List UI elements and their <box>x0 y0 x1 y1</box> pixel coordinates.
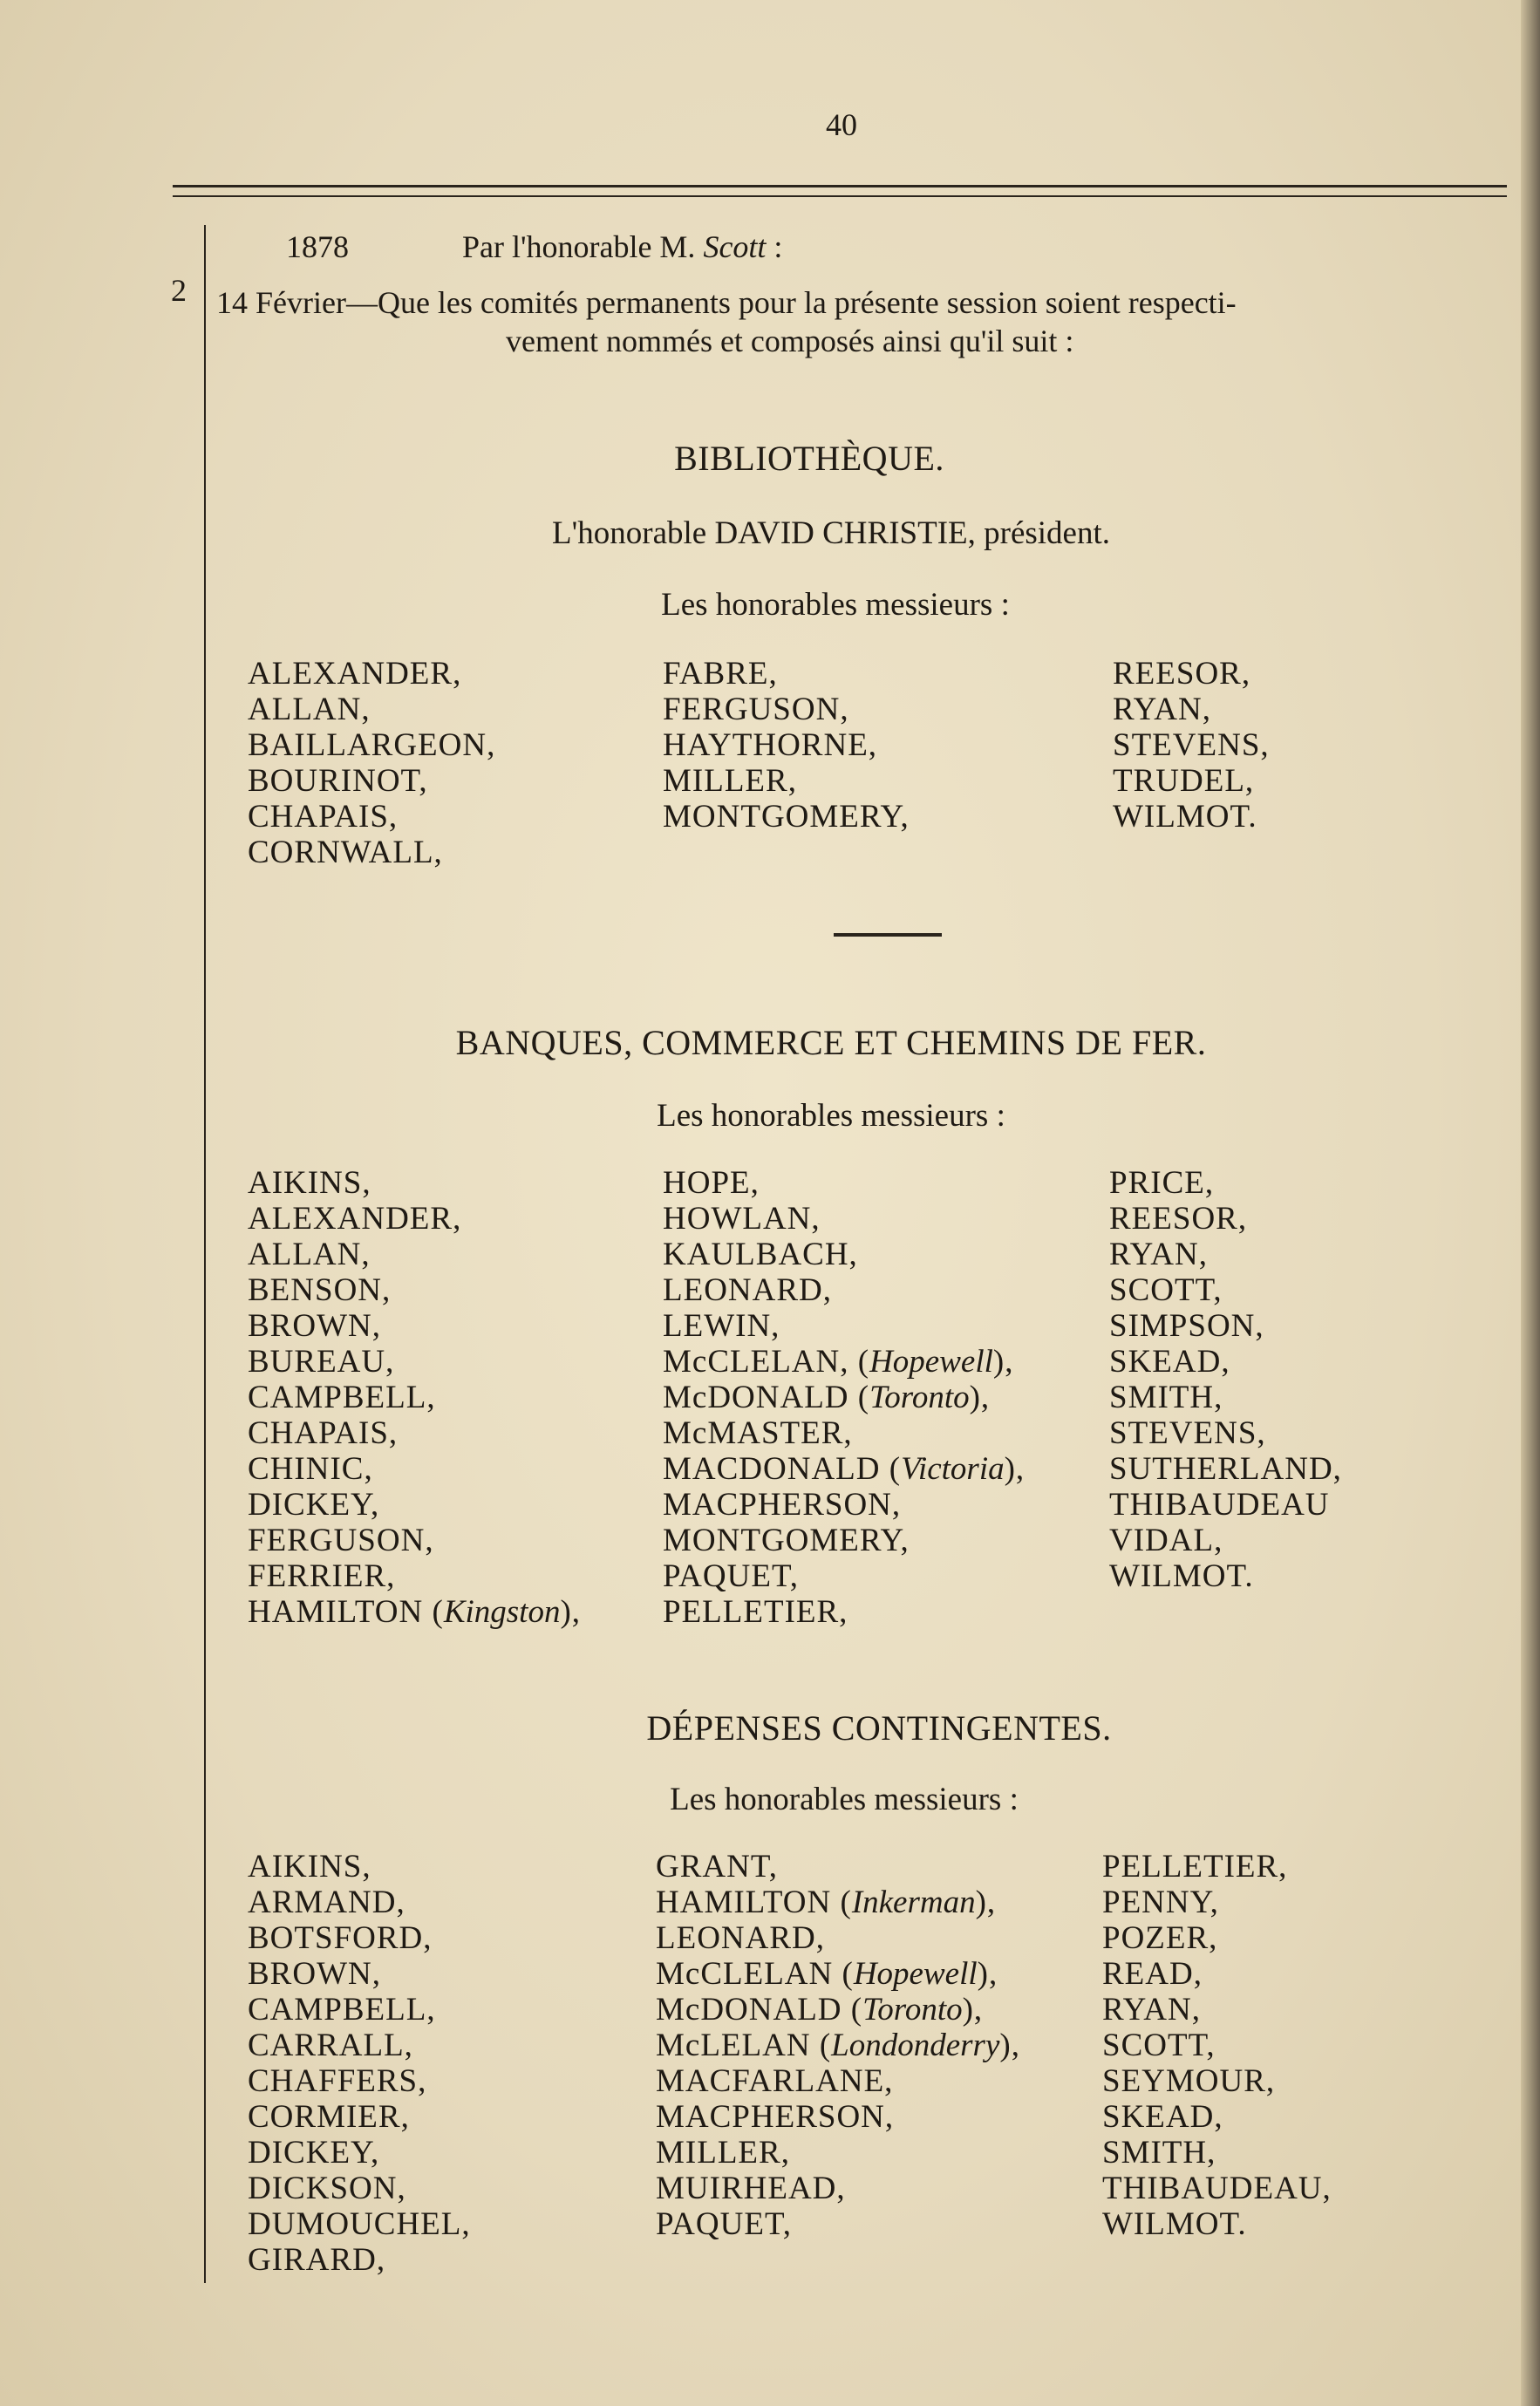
members-label: Les honorables messieurs : <box>657 1098 1005 1134</box>
members-column <box>248 1165 581 1630</box>
member-name: CHAPAIS, <box>248 799 399 835</box>
section-separator <box>834 933 942 937</box>
member-name: CORNWALL, <box>248 835 443 870</box>
member-name: RYAN, <box>1113 692 1211 727</box>
member-name: McCLELAN, (Hopewell), <box>663 1344 1014 1380</box>
member-name: MONTGOMERY, <box>663 799 910 835</box>
member-name: WILMOT. <box>1113 799 1257 835</box>
member-name: RYAN, <box>1109 1237 1208 1272</box>
member-name: MONTGOMERY, <box>663 1523 910 1558</box>
member-name: DICKEY, <box>248 2135 380 2171</box>
member-name: BOURINOT, <box>248 763 428 799</box>
member-name: CHAFFERS, <box>248 2063 427 2099</box>
member-name: VIDAL, <box>1109 1523 1223 1558</box>
member-name: PENNY, <box>1102 1885 1219 1920</box>
member-name: McCLELAN (Hopewell), <box>656 1956 998 1992</box>
member-name: PAQUET, <box>656 2206 793 2242</box>
member-name: THIBAUDEAU <box>1109 1487 1330 1523</box>
member-name: FERGUSON, <box>663 692 849 727</box>
members-label: Les honorables messieurs : <box>661 587 1010 623</box>
member-name: KAULBACH, <box>663 1237 858 1272</box>
motion-mover <box>462 228 782 265</box>
members-column <box>663 656 910 835</box>
member-name: SCOTT, <box>1109 1272 1223 1308</box>
member-name: CORMIER, <box>248 2099 410 2135</box>
member-name: MACPHERSON, <box>663 1487 902 1523</box>
margin-number: 2 <box>171 273 187 308</box>
committee-title-depenses: DÉPENSES CONTINGENTES. <box>646 1708 1112 1748</box>
member-name: STEVENS, <box>1109 1415 1266 1451</box>
motion-mover-name: Scott <box>703 229 767 264</box>
member-name: SEYMOUR, <box>1102 2063 1276 2099</box>
binding-edge <box>1521 0 1540 2406</box>
committee-title-banques: BANQUES, COMMERCE ET CHEMINS DE FER. <box>455 1023 1207 1062</box>
member-name: REESOR, <box>1109 1201 1248 1237</box>
member-name: DUMOUCHEL, <box>248 2206 471 2242</box>
member-name: BROWN, <box>248 1308 381 1344</box>
committee-title-bibliotheque: BIBLIOTHÈQUE. <box>674 439 944 478</box>
member-name: ARMAND, <box>248 1885 405 1920</box>
member-name: BROWN, <box>248 1956 381 1992</box>
member-name: THIBAUDEAU, <box>1102 2171 1332 2206</box>
member-name: MILLER, <box>663 763 797 799</box>
header-rule-secondary <box>173 195 1507 197</box>
member-name: ALLAN, <box>248 692 371 727</box>
member-name: POZER, <box>1102 1920 1218 1956</box>
member-name: McLELAN (Londonderry), <box>656 2028 1020 2063</box>
member-name: FERGUSON, <box>248 1523 434 1558</box>
members-column <box>663 1165 1025 1630</box>
member-name: SIMPSON, <box>1109 1308 1264 1344</box>
member-name: STEVENS, <box>1113 727 1270 763</box>
members-column <box>248 656 495 870</box>
motion-mover-prefix: Par l'honorable M. <box>462 229 704 264</box>
member-name: LEONARD, <box>663 1272 833 1308</box>
member-name: SMITH, <box>1102 2135 1216 2171</box>
members-column <box>1113 656 1270 835</box>
member-name: FABRE, <box>663 656 778 692</box>
member-name: WILMOT. <box>1109 1558 1254 1594</box>
member-name: CAMPBELL, <box>248 1992 436 2028</box>
member-name: RYAN, <box>1102 1992 1201 2028</box>
member-name: McDONALD (Toronto), <box>656 1992 984 2028</box>
member-name: PAQUET, <box>663 1558 800 1594</box>
member-name: DICKEY, <box>248 1487 380 1523</box>
member-name: ALEXANDER, <box>248 656 462 692</box>
member-name: GRANT, <box>656 1849 778 1885</box>
member-name: AIKINS, <box>248 1165 371 1201</box>
member-name: SKEAD, <box>1109 1344 1230 1380</box>
member-name: BOTSFORD, <box>248 1920 433 1956</box>
member-name: CHINIC, <box>248 1451 373 1487</box>
member-name: LEONARD, <box>656 1920 826 1956</box>
member-name: CHAPAIS, <box>248 1415 399 1451</box>
member-name: PELLETIER, <box>663 1594 848 1630</box>
member-name: SCOTT, <box>1102 2028 1216 2063</box>
member-name: BENSON, <box>248 1272 392 1308</box>
member-name: MILLER, <box>656 2135 790 2171</box>
member-name: SMITH, <box>1109 1380 1223 1415</box>
member-name: McDONALD (Toronto), <box>663 1380 991 1415</box>
page-number: 40 <box>826 107 857 142</box>
member-name: TRUDEL, <box>1113 763 1255 799</box>
member-name: HOPE, <box>663 1165 760 1201</box>
member-name: BUREAU, <box>248 1344 395 1380</box>
member-name: HOWLAN, <box>663 1201 821 1237</box>
member-name: FERRIER, <box>248 1558 396 1594</box>
members-column <box>1102 1849 1332 2242</box>
members-label: Les honorables messieurs : <box>670 1782 1019 1817</box>
member-name: GIRARD, <box>248 2242 386 2278</box>
member-name: LEWIN, <box>663 1308 780 1344</box>
member-name: WILMOT. <box>1102 2206 1247 2242</box>
member-name: PELLETIER, <box>1102 1849 1288 1885</box>
member-name: HAMILTON (Kingston), <box>248 1594 582 1630</box>
member-name: ALLAN, <box>248 1237 371 1272</box>
member-name: AIKINS, <box>248 1849 371 1885</box>
member-name: MACDONALD (Victoria), <box>663 1451 1026 1487</box>
header-rule <box>173 185 1507 187</box>
member-name: HAMILTON (Inkerman), <box>656 1885 997 1920</box>
member-name: MACPHERSON, <box>656 2099 895 2135</box>
member-name: HAYTHORNE, <box>663 727 878 763</box>
motion-text-line-1: 14 Février—Que les comités permanents pour la présente session soient respecti- <box>216 285 1237 320</box>
member-name: ALEXANDER, <box>248 1201 462 1237</box>
member-name: PRICE, <box>1109 1165 1215 1201</box>
member-name: CAMPBELL, <box>248 1380 436 1415</box>
member-name: MACFARLANE, <box>656 2063 894 2099</box>
members-column <box>1109 1165 1342 1594</box>
member-name: REESOR, <box>1113 656 1251 692</box>
member-name: BAILLARGEON, <box>248 727 496 763</box>
member-name: READ, <box>1102 1956 1203 1992</box>
member-name: SKEAD, <box>1102 2099 1223 2135</box>
motion-text-line-2: vement nommés et composés ainsi qu'il suit : <box>506 324 1074 358</box>
member-name: SUTHERLAND, <box>1109 1451 1342 1487</box>
members-column <box>248 1849 471 2278</box>
motion-mover-suffix: : <box>766 229 783 264</box>
committee-president: L'honorable DAVID CHRISTIE, président. <box>551 515 1111 551</box>
member-name: McMASTER, <box>663 1415 853 1451</box>
members-column <box>656 1849 1020 2242</box>
member-name: DICKSON, <box>248 2171 406 2206</box>
member-name: MUIRHEAD, <box>656 2171 846 2206</box>
motion-year: 1878 <box>286 229 349 264</box>
member-name: CARRALL, <box>248 2028 413 2063</box>
